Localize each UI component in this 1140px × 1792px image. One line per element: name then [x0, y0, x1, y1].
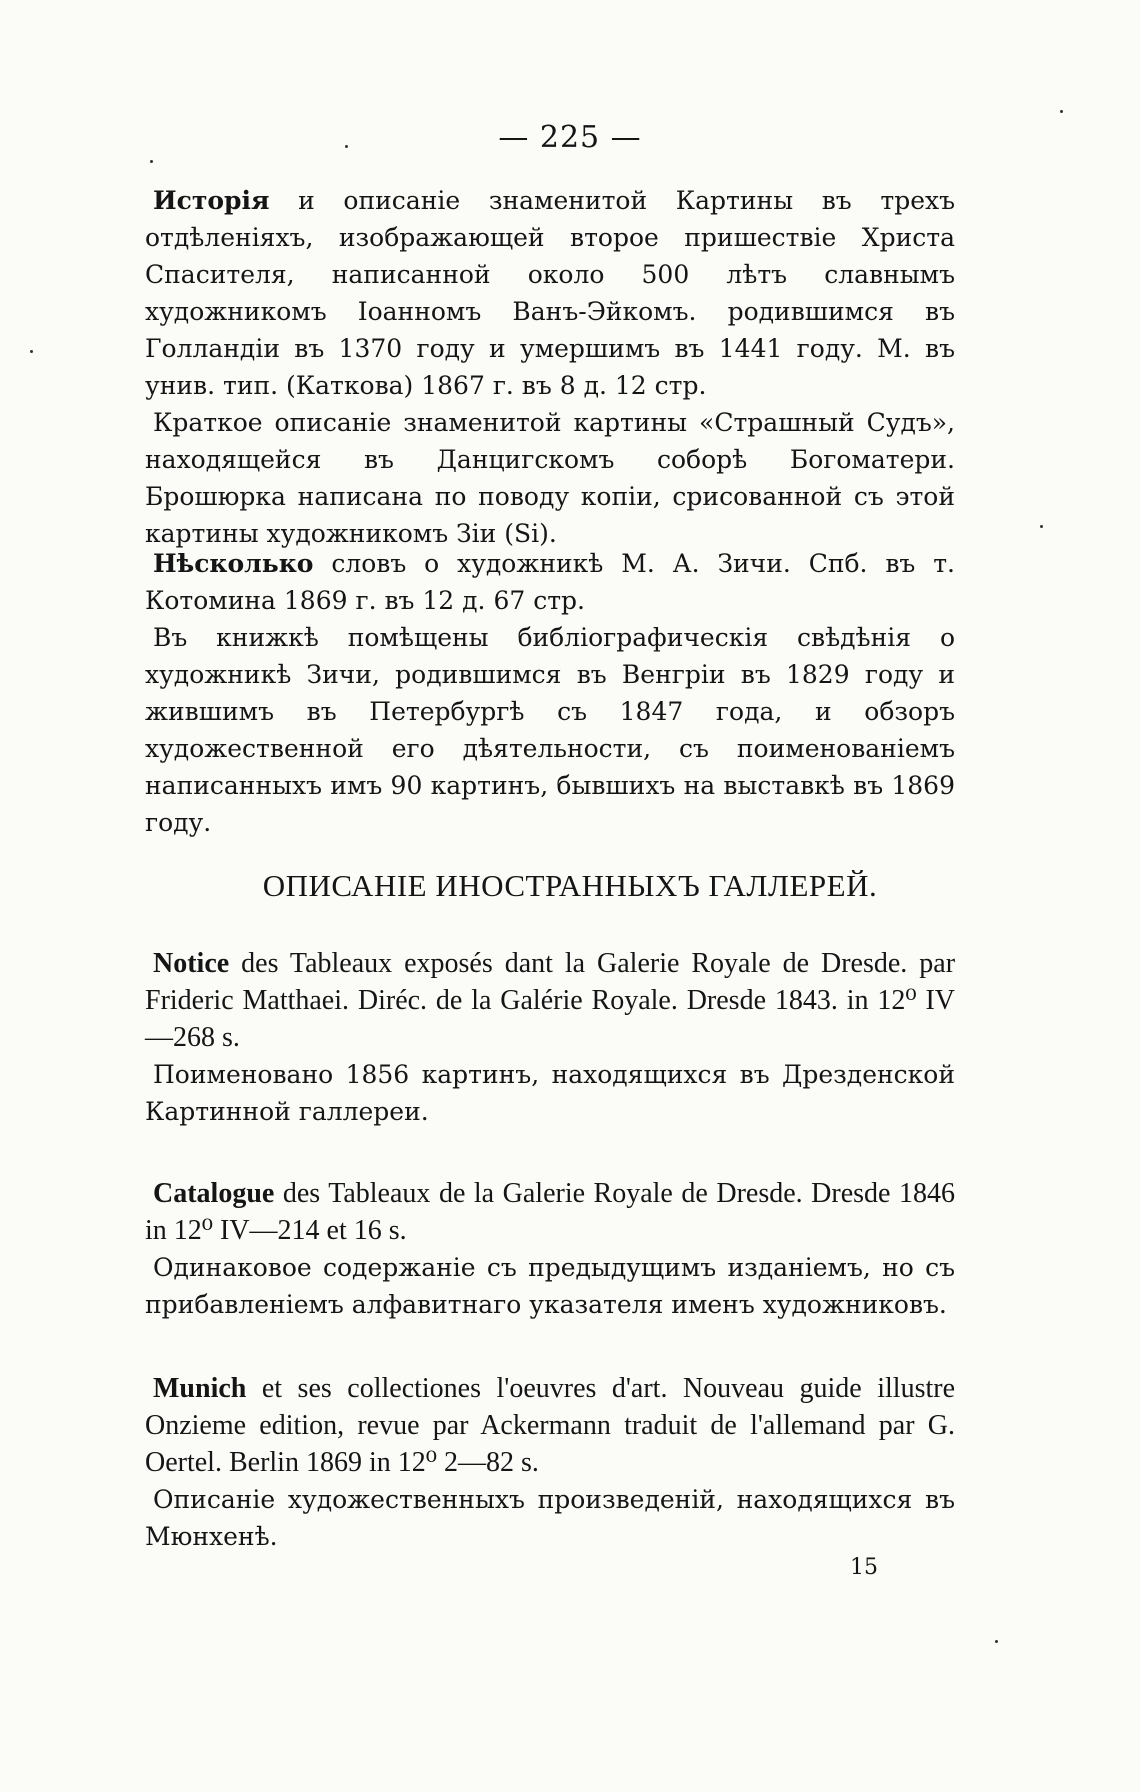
section-heading: ОПИСАНІЕ ИНОСТРАННЫХЪ ГАЛЛЕРЕЙ.	[262, 868, 878, 903]
entry-note: Одинаковое содержаніе съ предыдущимъ изданіемъ, но съ прибавленіемъ алфавитнаго указателя именъ художниковъ.	[145, 1253, 955, 1319]
entry-citation: des Tableaux exposés dant la Galerie Royale de Dresde. par Frideric Matthaei. Diréc. de la Galérie Royale. Dresde 1843. in 12⁰ IV—268 s.	[145, 948, 956, 1053]
scan-speck	[30, 350, 33, 353]
entry-note: Поименовано 1856 картинъ, находящихся въ Дрезденской Картинной галлереи.	[145, 1060, 955, 1126]
signature-mark: 15	[850, 1555, 878, 1580]
bibliography-entry-2	[145, 545, 955, 841]
scan-speck	[150, 160, 153, 163]
entry-citation: des Tableaux de la Galerie Royale de Dresde. Dresde 1846 in 12⁰ IV—214 et 16 s.	[145, 1178, 955, 1246]
foreign-entry-3	[145, 1370, 955, 1555]
entry-lead: Notice	[153, 948, 230, 979]
entry-citation: et ses collectiones l'oeuvres d'art. Nouveau guide illustre Onzieme edition, revue par Ackermann traduit de l'allemand par G. Oertel. Berlin 1869 in 12⁰ 2—82 s.	[145, 1373, 955, 1478]
entry-lead: Munich	[153, 1373, 247, 1404]
scan-speck	[1040, 525, 1043, 528]
foreign-entry-1	[145, 945, 955, 1130]
foreign-entry-2	[145, 1175, 955, 1323]
entry-lead: Исторія	[153, 186, 270, 215]
entry-note: Въ книжкѣ помѣщены библіографическія свѣдѣнія о художникѣ Зичи, родившимся въ Венгріи въ 1829 году и жившимъ въ Петербургѣ съ 1847 года, и обзоръ художественной его дѣятельности, съ поименованіемъ написанныхъ имъ 90 картинъ, бывшихъ на выставкѣ въ 1869 году.	[145, 623, 955, 837]
bibliography-entry-1	[145, 182, 955, 552]
scan-speck	[1060, 110, 1063, 113]
entry-citation: словъ о художникѣ М. А. Зичи. Спб. въ т. Котомина 1869 г. въ 12 д. 67 стр.	[145, 549, 955, 615]
entry-lead: Catalogue	[153, 1178, 275, 1209]
entry-lead: Нѣсколько	[153, 549, 314, 578]
entry-citation: и описаніе знаменитой Картины въ трехъ отдѣленіяхъ, изображающей второе пришествіе Христа Спасителя, написанной около 500 лѣтъ славнымъ художникомъ Іоанномъ Ванъ-Эйкомъ. родившимся въ Голландіи въ 1370 году и умершимъ въ 1441 году. М. въ унив. тип. (Каткова) 1867 г. въ 8 д. 12 стр.	[145, 186, 955, 400]
entry-note: Описаніе художественныхъ произведеній, находящихся въ Мюнхенѣ.	[145, 1485, 955, 1551]
scan-speck	[995, 1640, 998, 1643]
page-number: — 225 —	[498, 120, 642, 155]
entry-note: Краткое описаніе знаменитой картины «Страшный Судъ», находящейся въ Данцигскомъ соборѣ Богоматери. Брошюрка написана по поводу копіи, срисованной съ этой картины художникомъ Зіи (Si).	[145, 408, 955, 548]
scan-speck	[345, 145, 348, 148]
